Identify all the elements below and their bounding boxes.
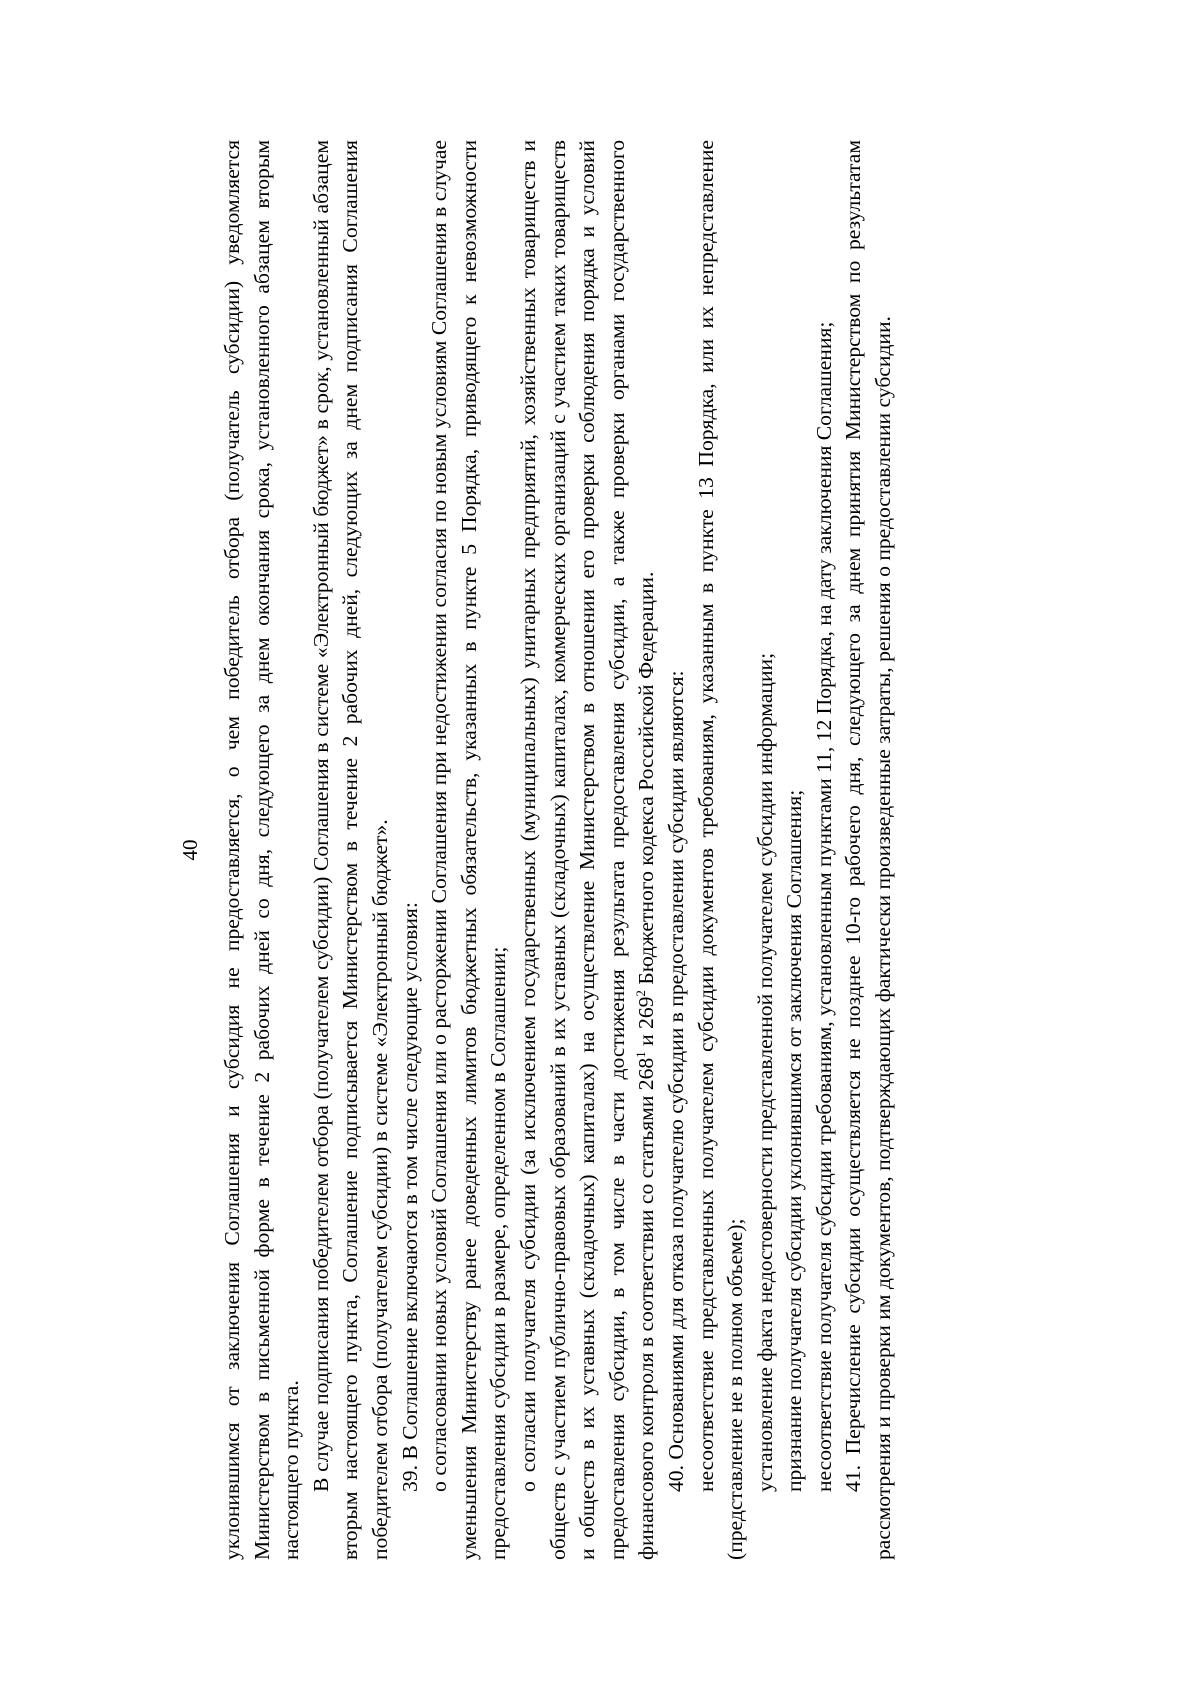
paragraph: установление факта недостоверности представленной получателем субсидии информации; (752, 652, 777, 1492)
document-page (178, 140, 1200, 1560)
paragraph: о согласовании новых условий Соглашения или о расторжении Соглашения при недостижении согласия по новым условиям Соглашения в случае уменьшения Министерству ранее доведенных лимитов бюджетных обязательств, указанных в пункте 5 Порядка, приводящего к невозможности предоставления субсидии в размере, определенном в Соглашении; (427, 140, 511, 1560)
superscript: 2 (633, 990, 649, 997)
paragraph: несоответствие получателя субсидии требованиям, установленным пунктами 11, 12 Порядка, на дату заключения Соглашения; (811, 321, 836, 1492)
paragraph-with-superscripts (514, 140, 662, 1560)
document-body (218, 140, 899, 1560)
paragraph: уклонившимся от заключения Соглашения и субсидия не предоставляется, о чем победитель отбора (получатель субсидии) уведомляется Министерством в письменной форме в течение 2 рабочих дней со дня, следующего за днем окончания срока, установленного абзацем вторым настоящего пункта. (220, 140, 304, 1560)
paragraph: несоответствие представленных получателем субсидии документов требованиям, указанным в пункте 13 Порядка, или их непредставление (представление не в полном объеме); (693, 140, 748, 1560)
paragraph: признание получателя субсидии уклонившимся от заключения Соглашения; (782, 789, 807, 1492)
page-number: 40 (178, 839, 202, 861)
page-content (180, 140, 1050, 1560)
paragraph-text: и 269 (634, 996, 659, 1052)
paragraph: В случае подписания победителем отбора (получателем субсидии) Соглашения в системе «Электронный бюджет» в срок, установленный абзацем вторым настоящего пункта, Соглашение подписывается Министерством в течение 2 рабочих дней, следующих за днем подписания Соглашения победителем отбора (получателем субсидии) в системе «Электронный бюджет». (308, 140, 392, 1560)
paragraph: 41. Перечисление субсидии осуществляется не позднее 10-го рабочего дня, следующего за днем принятия Министерством по результатам рассмотрения и проверки им документов, подтверждающих фактически произведенные затраты, решения о предоставлении субсидии. (841, 140, 896, 1560)
paragraph: 40. Основаниями для отказа получателю субсидии в предоставлении субсидии являются: (663, 670, 688, 1492)
superscript: 1 (633, 1051, 649, 1058)
paragraph: 39. В Соглашение включаются в том числе следующие условия: (397, 902, 422, 1492)
paragraph-text: о согласии получателя субсидии (за исключением государственных (муниципальных) унитарных предприятий, хозяйственных товариществ и обществ с участием публично-правовых образований в их уставных (складочных) капиталах, коммерческих организаций с участием таких товариществ и обществ в их уставных (складочных) капиталах) на осуществление Министерством в отношении его проверки соблюдения порядка и условий предоставления субсидии, в том числе в части достижения результата предоставления субсидии, а также проверки органами государственного финансового контроля в соответствии со статьями 268 (515, 140, 659, 1560)
paragraph-text: Бюджетного кодекса Российской Федерации. (634, 571, 659, 991)
